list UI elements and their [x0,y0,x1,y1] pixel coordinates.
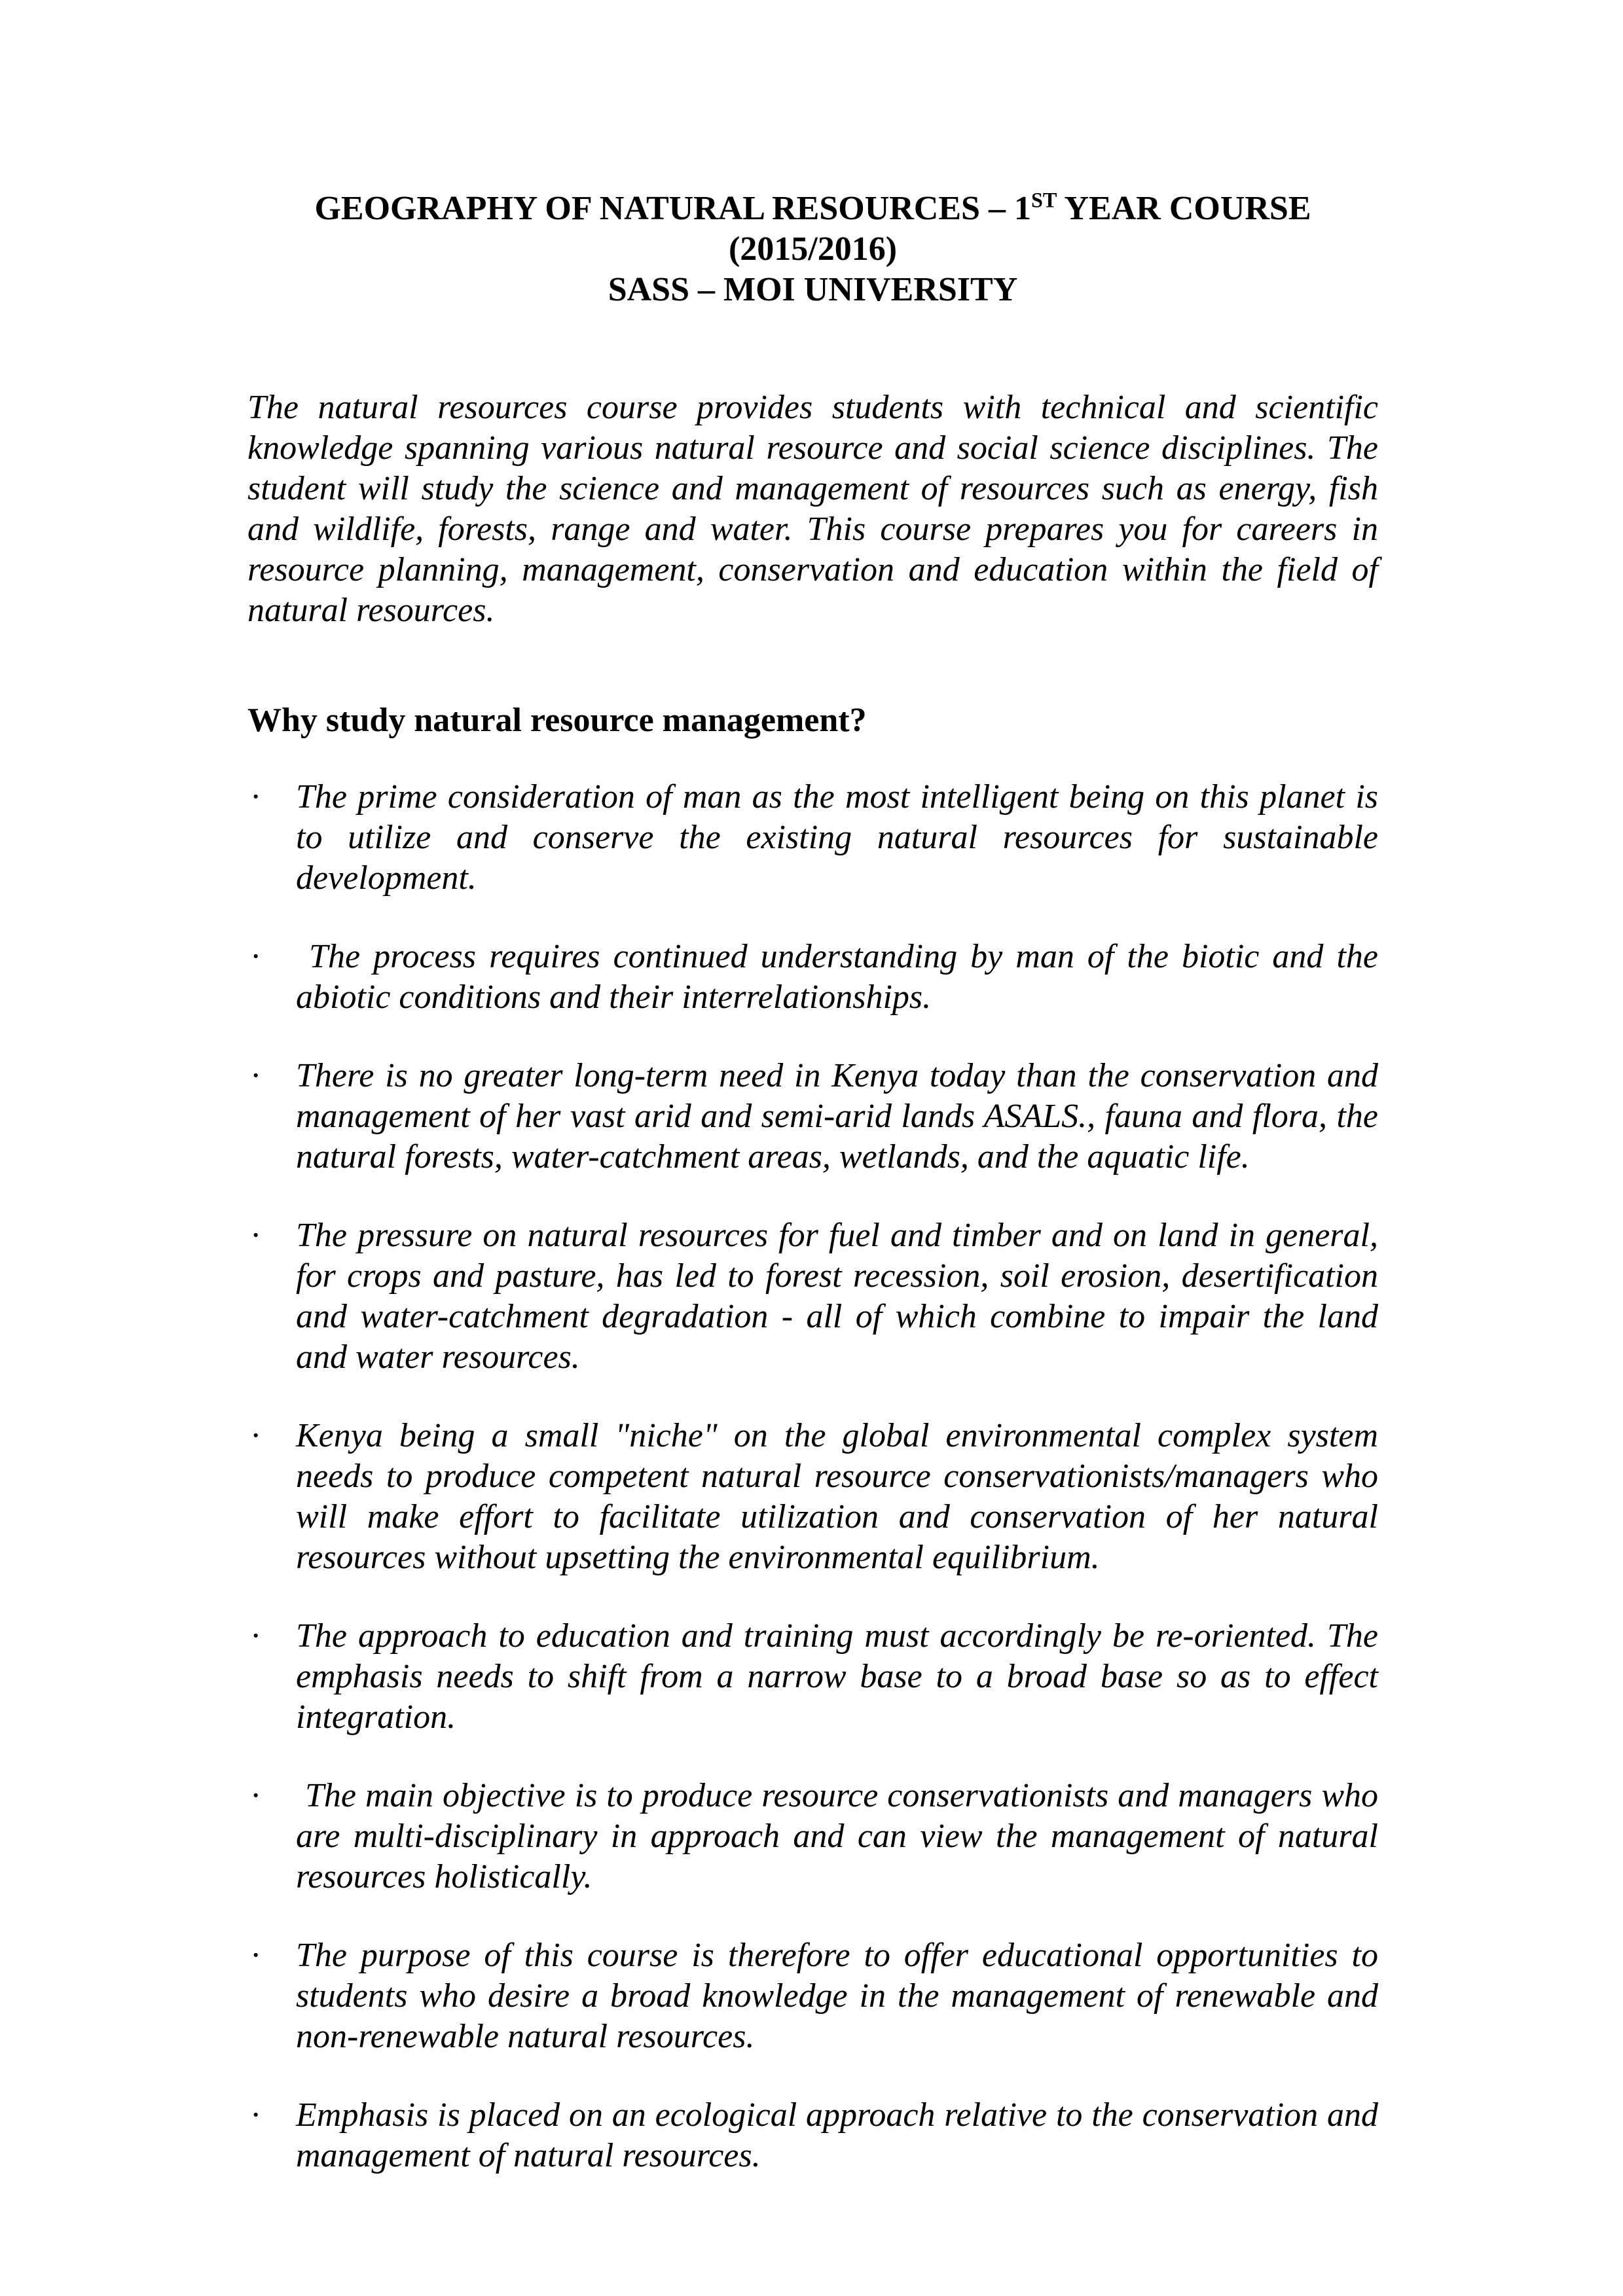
document-title [247,188,1378,310]
bullet-icon: · [250,778,262,816]
bullet-text: Kenya being a small "niche" on the global environmental complex system needs to produce competent natural resource conservationists/managers who will make effort to facilitate utilization and conservation of her natural resources without upsetting the environmental equilibrium. [296,1417,1387,1576]
bullet-text: The main objective is to produce resource conservationists and managers who are multi-disciplinary in approach and can view the management of natural resources holistically. [296,1777,1387,1895]
bullet-icon: · [250,1217,262,1254]
list-item [247,2095,1387,2176]
bullet-text: There is no greater long-term need in Kenya today than the conservation and management of her vast arid and semi-arid lands ASALS., fauna and flora, the natural forests, water-catchment areas, wetlands, and the aquatic life. [296,1057,1387,1175]
bullet-text: The pressure on natural resources for fuel and timber and on land in general, for crops and pasture, has led to forest recession, soil erosion, desertification and water-catchment degradation - all of which combine to impair the land and water resources. [296,1217,1387,1376]
list-item [247,1616,1387,1738]
list-item [247,777,1387,899]
list-item [247,1056,1387,1177]
intro-paragraph: The natural resources course provides students with technical and scientific knowledge spanning various natural resource and social science disciplines. The student will study the science and management of resources such as energy, fish and wildlife, forests, range and water. This course prepares you for careers in resource planning, management, conservation and education within the field of natural resources. [247,389,1378,629]
list-item [247,1416,1387,1578]
bullet-text: Emphasis is placed on an ecological approach relative to the conservation and management of natural resources. [296,2096,1387,2174]
bullet-icon: · [250,1057,262,1094]
list-item [247,1935,1387,2057]
title-ordinal-superscript: ST [1030,188,1057,212]
bullet-icon: · [250,1777,262,1814]
title-line-1-text: GEOGRAPHY OF NATURAL RESOURCES – 1 [314,190,1031,227]
list-item [247,1776,1387,1897]
bullet-text: The process requires continued understanding by man of the biotic and the abiotic conditions and their interrelationships. [296,938,1387,1016]
list-item [247,1215,1387,1378]
bullet-icon: · [250,1617,262,1655]
bullet-text: The prime consideration of man as the most intelligent being on this planet is to utilize and conserve the existing natural resources for sustainable development. [296,778,1387,897]
bullet-icon: · [250,1937,262,1974]
bullet-icon: · [250,938,262,975]
bullet-list [247,777,1387,2176]
list-item [247,937,1387,1018]
bullet-icon: · [250,2096,262,2134]
bullet-text: The approach to education and training must accordingly be re-oriented. The emphasis needs to shift from a narrow base to a broad base so as to effect integration. [296,1617,1387,1736]
bullet-icon: · [250,1417,262,1454]
bullet-text: The purpose of this course is therefore to offer educational opportunities to students who desire a broad knowledge in the management of renewable and non-renewable natural resources. [296,1937,1387,2055]
title-line-1-rest: YEAR COURSE (2015/2016) [728,190,1311,268]
title-line-1 [247,188,1378,270]
title-line-2: SASS – MOI UNIVERSITY [608,271,1018,308]
section-heading: Why study natural resource management? [247,702,867,739]
